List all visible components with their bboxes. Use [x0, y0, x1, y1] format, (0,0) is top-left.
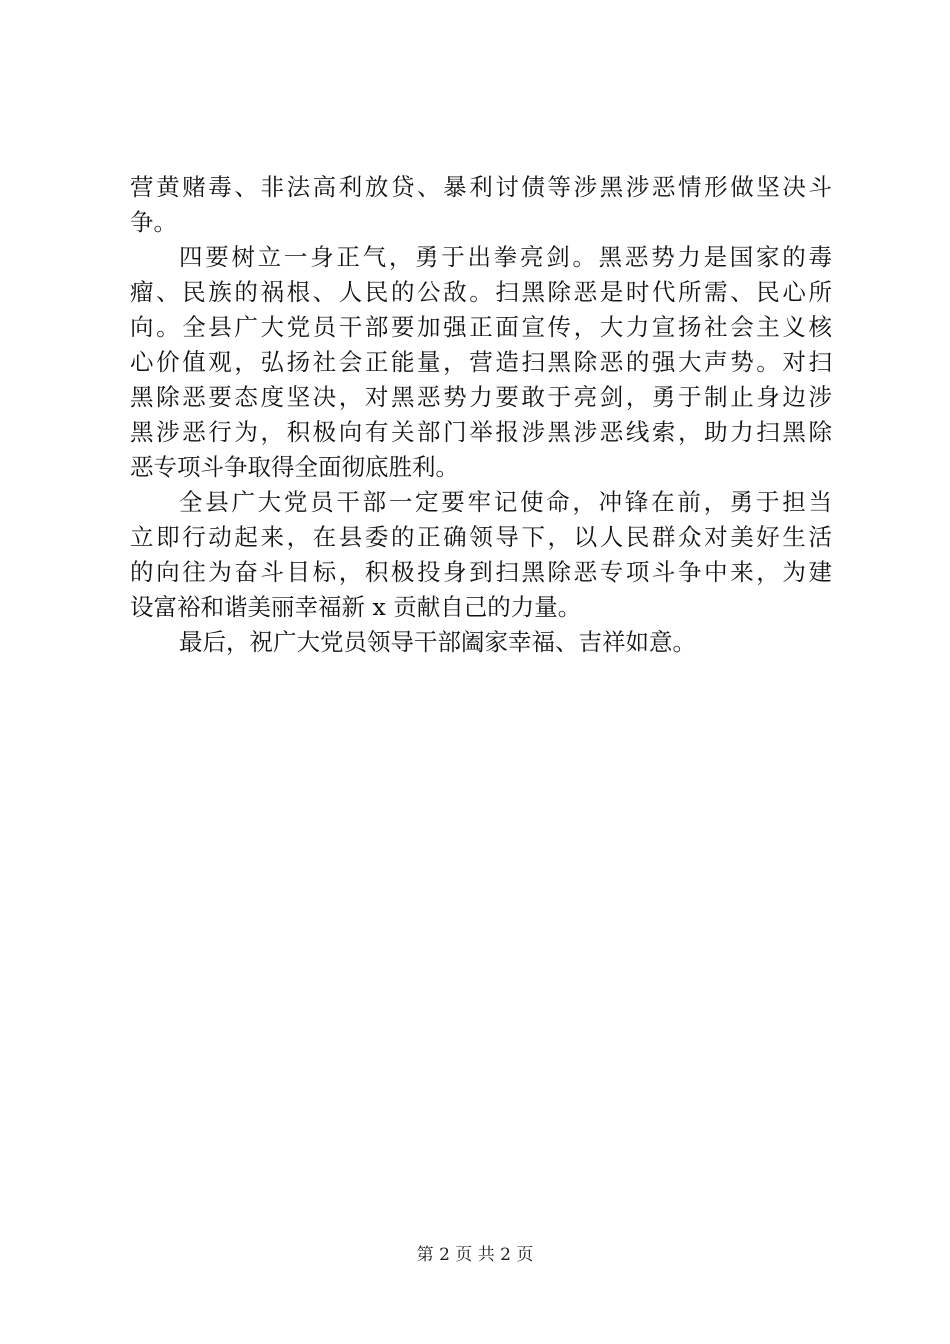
text-line: 立即行动起来，在县委的正确领导下，以人民群众对美好生活 [130, 523, 832, 551]
page-number-footer: 第 2 页 共 2 页 [416, 1245, 534, 1265]
text-line: 设富裕和谐美丽幸福新 x 贡献自己的力量。 [130, 593, 582, 621]
text-line: 瘤、民族的祸根、人民的公敌。扫黑除恶是时代所需、民心所 [130, 278, 832, 306]
text-line: 向。全县广大党员干部要加强正面宣传，大力宣扬社会主义核 [130, 313, 832, 341]
text-line: 心价值观，弘扬社会正能量，营造扫黑除恶的强大声势。对扫 [130, 348, 832, 376]
text-line: 恶专项斗争取得全面彻底胜利。 [130, 453, 459, 481]
text-line: 的向往为奋斗目标，积极投身到扫黑除恶专项斗争中来，为建 [130, 558, 832, 586]
paragraph-start-line: 全县广大党员干部一定要牢记使命，冲锋在前，勇于担当 [179, 488, 832, 516]
text-line: 黑除恶要态度坚决，对黑恶势力要敢于亮剑，勇于制止身边涉 [130, 383, 832, 411]
paragraph-start-line: 最后，祝广大党员领导干部阖家幸福、吉祥如意。 [179, 628, 696, 656]
text-line: 营黄赌毒、非法高利放贷、暴利讨债等涉黑涉恶情形做坚决斗 [130, 173, 832, 201]
document-body [130, 170, 832, 660]
paragraph-start-line: 四要树立一身正气，勇于出拳亮剑。黑恶势力是国家的毒 [179, 243, 832, 271]
text-line: 争。 [130, 208, 177, 236]
text-line: 黑涉恶行为，积极向有关部门举报涉黑涉恶线索，助力扫黑除 [130, 418, 832, 446]
